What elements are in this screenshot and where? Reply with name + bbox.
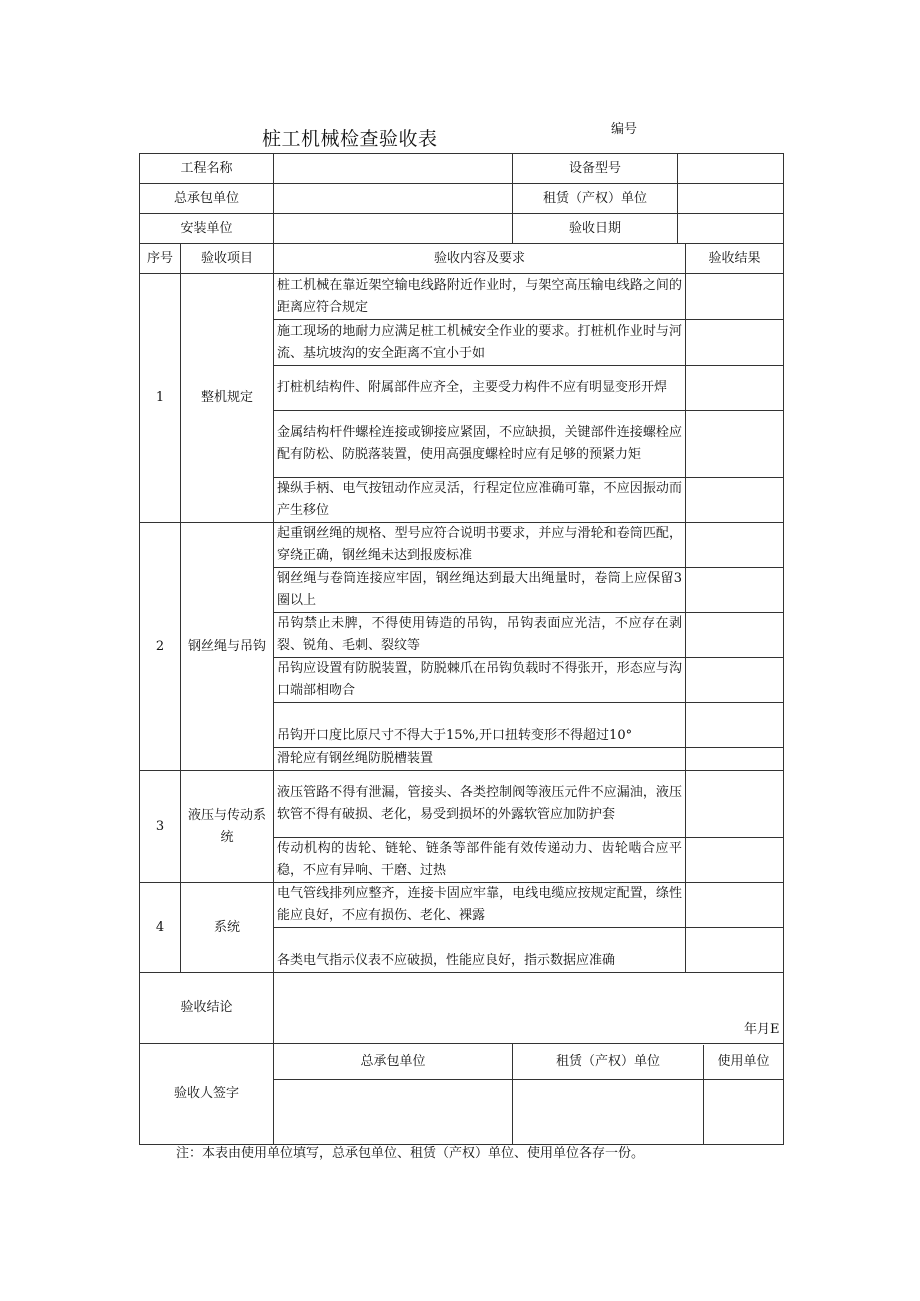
requirement-text: 液压管路不得有泄漏，管接头、各类控制阀等液压元件不应漏油，液压软管不得有破损、老化，易受到损坏的外露软管应加防护套 <box>274 771 686 838</box>
date-label: 年月E <box>744 1022 780 1037</box>
requirement-text: 施工现场的地耐力应满足桩工机械安全作业的要求。打桩机作业时与河流、基坑坡沟的安全距离不宜小于如 <box>274 320 686 366</box>
field-project-name[interactable] <box>274 154 513 184</box>
result-cell[interactable] <box>686 568 784 613</box>
label-installation-unit: 安装单位 <box>140 214 274 244</box>
signature-unit-label: 使用单位 <box>717 1053 770 1069</box>
group-seq: 4 <box>140 883 181 973</box>
result-cell[interactable] <box>686 478 784 523</box>
signature-field[interactable] <box>274 1080 513 1145</box>
result-cell[interactable] <box>686 658 784 703</box>
requirement-text: 起重钢丝绳的规格、型号应符合说明书要求，并应与滑轮和卷筒匹配，穿绕正确，钢丝绳未达到报废标准 <box>274 523 686 568</box>
group-item: 液压与传动系统 <box>181 771 274 883</box>
requirement-text: 各类电气指示仪表不应破损，性能应良好，指示数据应准确 <box>274 928 686 973</box>
label-leasing-unit: 租赁（产权）单位 <box>513 184 678 214</box>
result-cell[interactable] <box>686 613 784 658</box>
label-general-contractor: 总承包单位 <box>140 184 274 214</box>
requirement-text: 桩工机械在靠近架空输电线路附近作业时，与架空高压输电线路之间的距离应符合规定 <box>274 274 686 320</box>
field-equipment-model[interactable] <box>678 154 784 184</box>
conclusion-field[interactable] <box>274 973 784 1044</box>
code-label: 编号 <box>611 122 638 137</box>
requirement-text: 吊钩开口度比原尺寸不得大于15%,开口扭转变形不得超过10° <box>274 703 686 748</box>
requirement-text: 打桩机结构件、附属部件应齐全，主要受力构件不应有明显变形开焊 <box>274 366 686 411</box>
conclusion-label: 验收结论 <box>140 973 274 1044</box>
result-cell[interactable] <box>686 366 784 411</box>
signature-label: 验收人签字 <box>140 1044 274 1145</box>
field-leasing-unit[interactable] <box>678 184 784 214</box>
group-item: 系统 <box>181 883 274 973</box>
result-cell[interactable] <box>686 523 784 568</box>
col-seq: 序号 <box>140 244 181 274</box>
signature-unit-label: 租赁（产权）单位 <box>513 1045 704 1079</box>
field-general-contractor[interactable] <box>274 184 513 214</box>
requirement-text: 金属结构杆件螺栓连接或铆接应紧固，不应缺损，关键部件连接螺栓应配有防松、防脱落装置，使用高强度螺栓时应有足够的预紧力矩 <box>274 411 686 478</box>
footnote: 注：本表由使用单位填写，总承包单位、租赁（产权）单位、使用单位各存一份。 <box>176 1146 645 1161</box>
field-acceptance-date[interactable] <box>678 214 784 244</box>
result-cell[interactable] <box>686 838 784 883</box>
requirement-text: 滑轮应有钢丝绳防脱槽装置 <box>274 748 686 771</box>
requirement-text: 吊钩禁止未脾，不得使用铸造的吊钩，吊钩表面应光洁，不应存在剥裂、锐角、毛刺、裂纹等 <box>274 613 686 658</box>
col-item: 验收项目 <box>181 244 274 274</box>
result-cell[interactable] <box>686 703 784 748</box>
group-item: 钢丝绳与吊钩 <box>181 523 274 771</box>
field-installation-unit[interactable] <box>274 214 513 244</box>
requirement-text: 传动机构的齿轮、链轮、链条等部件能有效传递动力、齿轮啮合应平稳，不应有异响、干磨、过热 <box>274 838 686 883</box>
requirement-text: 钢丝绳与卷筒连接应牢固，钢丝绳达到最大出绳量时，卷筒上应保留3圈以上 <box>274 568 686 613</box>
signature-field[interactable] <box>704 1080 783 1144</box>
label-equipment-model: 设备型号 <box>513 154 678 184</box>
result-cell[interactable] <box>686 748 784 771</box>
signature-unit-label: 总承包单位 <box>274 1044 513 1080</box>
result-cell[interactable] <box>686 411 784 478</box>
group-seq: 1 <box>140 274 181 523</box>
label-project-name: 工程名称 <box>140 154 274 184</box>
result-cell[interactable] <box>686 274 784 320</box>
result-cell[interactable] <box>686 771 784 838</box>
result-cell[interactable] <box>686 928 784 973</box>
acceptance-table <box>139 153 784 1145</box>
form-title: 桩工机械检查验收表 <box>262 128 438 150</box>
col-result: 验收结果 <box>686 244 784 274</box>
group-item: 整机规定 <box>181 274 274 523</box>
requirement-text: 吊钩应设置有防脱装置，防脱棘爪在吊钩负载时不得张开，形态应与沟口端部相吻合 <box>274 658 686 703</box>
group-seq: 3 <box>140 771 181 883</box>
result-cell[interactable] <box>686 320 784 366</box>
requirement-text: 电气管线排列应整齐，连接卡固应牢靠，电线电缆应按规定配置，绦性能应良好，不应有损伤、老化、裸露 <box>274 883 686 928</box>
group-seq: 2 <box>140 523 181 771</box>
label-acceptance-date: 验收日期 <box>513 214 678 244</box>
signature-field[interactable] <box>513 1080 704 1144</box>
col-content: 验收内容及要求 <box>274 244 686 274</box>
result-cell[interactable] <box>686 883 784 928</box>
requirement-text: 操纵手柄、电气按钮动作应灵活，行程定位应准确可靠，不应因振动而产生移位 <box>274 478 686 523</box>
